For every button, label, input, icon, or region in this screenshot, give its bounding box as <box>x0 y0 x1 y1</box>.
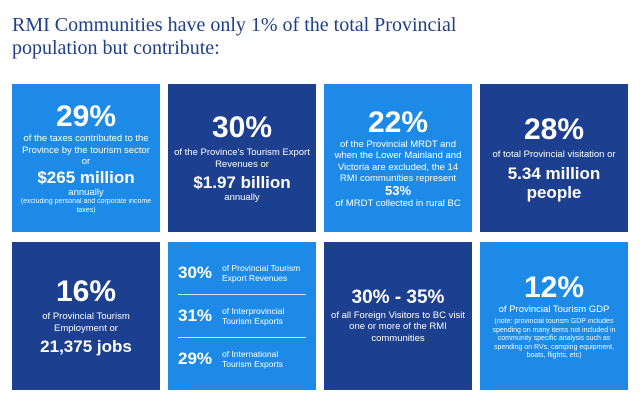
list-item-text: of Interprovincial Tourism Exports <box>222 306 285 326</box>
tile-taxes-period: annually <box>68 186 104 198</box>
tile-employment-amount: 21,375 jobs <box>40 337 132 356</box>
tile-gdp-text: of Provincial Tourism GDP <box>498 303 610 315</box>
tile-mrdt-text <box>330 139 466 199</box>
tile-export-revenues <box>168 84 316 232</box>
tile-export-breakdown <box>168 242 316 390</box>
list-item-text: of Provincial Tourism Export Revenues <box>222 263 301 283</box>
list-item-pct: 31% <box>178 306 213 325</box>
tile-mrdt <box>324 84 472 232</box>
tile-taxes-text: of the taxes contributed to the Province by the tourism sector or <box>22 133 150 167</box>
tile-gdp <box>480 242 628 390</box>
list-item <box>178 295 306 338</box>
tile-mrdt-text-main: of the Provincial MRDT and when the Lower Mainland and Victoria are excluded, the 14 RMI communities represent <box>334 138 462 184</box>
tile-mrdt-pct2: 53% <box>384 182 412 198</box>
list-item-text: of International Tourism Exports <box>222 349 283 369</box>
tile-export-pct: 30% <box>211 111 273 145</box>
tile-foreign-text: of all Foreign Visitors to BC visit one or more of the RMI communities <box>331 309 465 344</box>
tile-export-period: annually <box>224 192 260 204</box>
tile-visitation-amount-1: 5.34 million <box>507 163 601 183</box>
headline <box>12 14 632 60</box>
tile-taxes <box>12 84 160 232</box>
tile-employment <box>12 242 160 390</box>
tile-mrdt-text2: of MRDT collected in rural BC <box>335 198 461 209</box>
list-item-pct: 29% <box>178 349 213 368</box>
tile-gdp-note: (note: provincial tourism GDP includes spending on many items not included in community specific analysis such as spending on RVs, camping equipment, boats, flights, etc) <box>492 318 616 359</box>
tile-taxes-note: (excluding personal and corporate income taxes) <box>20 198 152 214</box>
tile-export-amount: $1.97 billion <box>193 173 291 193</box>
headline-line-1: RMI Communities have only 1% of the total Provincial <box>12 14 457 36</box>
tile-foreign-visitors <box>324 242 472 390</box>
tile-foreign-pct: 30% - 35% <box>351 286 445 308</box>
tile-employment-pct: 16% <box>55 275 117 308</box>
tile-taxes-pct: 29% <box>55 100 117 133</box>
tile-employment-text: of Provincial Tourism Employment or <box>42 311 130 334</box>
tile-visitation-pct: 28% <box>523 113 585 147</box>
list-item <box>178 252 306 295</box>
tile-export-text: of the Province's Tourism Export Revenues or <box>174 147 310 170</box>
tile-visitation-text: of total Provincial visitation or <box>492 149 616 161</box>
stats-grid <box>12 84 628 392</box>
tile-taxes-amount: $265 million <box>37 167 135 187</box>
headline-line-2: population but contribute: <box>12 37 220 59</box>
list-item <box>178 338 306 380</box>
list-item-pct: 30% <box>178 263 213 282</box>
tile-visitation-amount-2: people <box>526 182 582 202</box>
tile-gdp-pct: 12% <box>523 270 585 304</box>
tile-mrdt-pct: 22% <box>367 105 429 139</box>
tile-visitation <box>480 84 628 232</box>
